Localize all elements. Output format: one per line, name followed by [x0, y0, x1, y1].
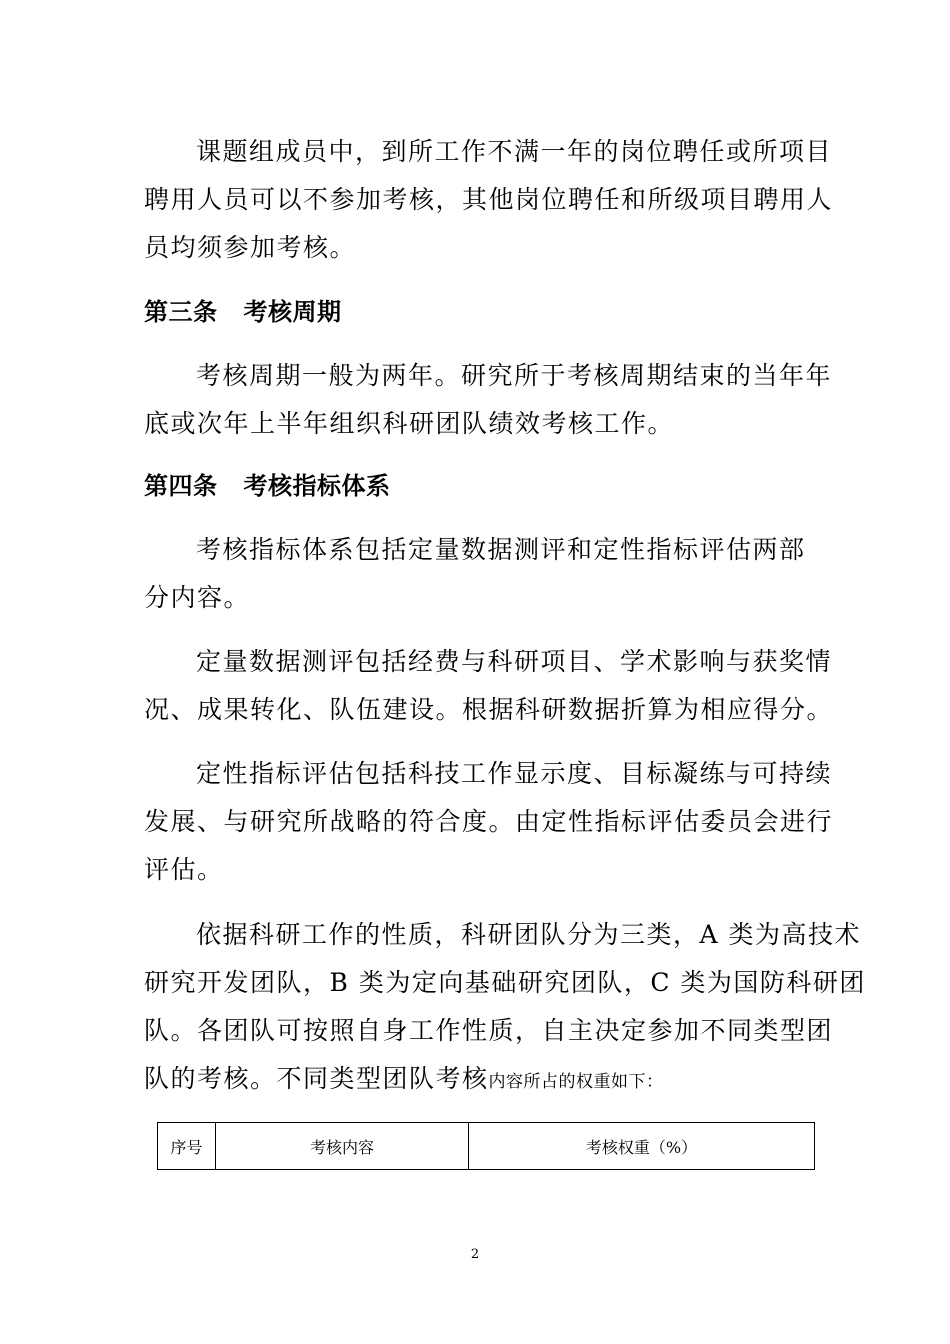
paragraph-line: 况、成果转化、队伍建设。根据科研数据折算为相应得分。: [144, 695, 834, 724]
column-header-weight: 考核权重（%）: [469, 1123, 815, 1170]
paragraph-line: 分内容。: [144, 583, 251, 612]
paragraph-line: 底或次年上半年组织科研团队绩效考核工作。: [144, 409, 675, 438]
paragraph-line: 课题组成员中，到所工作不满一年的岗位聘任或所项目: [196, 137, 833, 166]
paragraph-text: 队的考核。不同类型团队考核: [144, 1064, 489, 1093]
paragraph-line: 员均须参加考核。: [144, 233, 357, 262]
paragraph-line: 定性指标评估包括科技工作显示度、目标凝练与可持续: [196, 759, 833, 788]
paragraph-line: 聘用人员可以不参加考核，其他岗位聘任和所级项目聘用人: [144, 185, 834, 214]
table-header-row: [158, 1123, 815, 1170]
paragraph-line: [144, 1064, 664, 1097]
section-heading-article-4: [144, 471, 391, 501]
paragraph-line: 考核指标体系包括定量数据测评和定性指标评估两部: [196, 535, 806, 564]
assessment-weight-table: [157, 1122, 815, 1170]
article-number: 第四条: [144, 472, 218, 500]
paragraph-line: 研究开发团队，B 类为定向基础研究团队，C 类为国防科研团: [144, 968, 866, 997]
section-heading-article-3: [144, 297, 342, 327]
paragraph-line: 评估。: [144, 855, 224, 884]
paragraph-line: 定量数据测评包括经费与科研项目、学术影响与获奖情: [196, 647, 833, 676]
paragraph-line: 考核周期一般为两年。研究所于考核周期结束的当年年: [196, 361, 833, 390]
column-header-number: 序号: [158, 1123, 216, 1170]
article-title: 考核指标体系: [243, 472, 391, 500]
paragraph-text-small: 内容所占的权重如下：: [488, 1072, 664, 1092]
article-title: 考核周期: [243, 298, 342, 326]
page-number: 2: [470, 1247, 480, 1262]
column-header-content: 考核内容: [216, 1123, 469, 1170]
paragraph-line: 依据科研工作的性质，科研团队分为三类，A 类为高技术: [196, 920, 862, 949]
paragraph-line: 发展、与研究所战略的符合度。由定性指标评估委员会进行: [144, 807, 834, 836]
article-number: 第三条: [144, 298, 218, 326]
paragraph-line: 队。各团队可按照自身工作性质，自主决定参加不同类型团: [144, 1016, 834, 1045]
